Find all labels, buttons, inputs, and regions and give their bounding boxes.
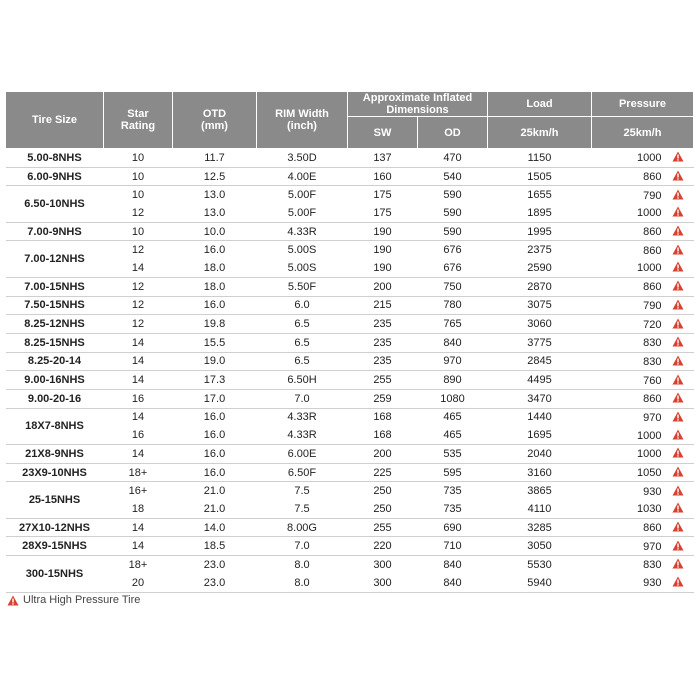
warning-triangle-icon: [672, 299, 684, 310]
tire-spec-table-container: [5, 91, 693, 593]
cell-pressure: [592, 518, 694, 537]
table-row: [6, 408, 694, 426]
cell-tire-size: 7.00-9NHS: [6, 222, 104, 241]
pressure-value: 830: [643, 337, 662, 350]
cell-sw: 168: [348, 426, 418, 444]
cell-otd: 12.5: [173, 167, 257, 186]
cell-load: 2375: [527, 244, 552, 257]
cell-star-rating: 10: [131, 189, 145, 202]
warning-triangle-icon: [672, 280, 684, 291]
cell-load: 4110: [488, 500, 592, 518]
cell-otd: 19.8: [173, 315, 257, 334]
table-row: [6, 333, 694, 352]
cell-od: 465: [443, 411, 462, 424]
cell-otd: 16.0: [203, 411, 226, 424]
cell-star-rating: 14: [104, 371, 173, 390]
pressure-value: 860: [643, 522, 662, 535]
table-row: [6, 167, 694, 186]
cell-tire-size: 300-15NHS: [6, 556, 104, 592]
cell-sw: 235: [348, 352, 418, 371]
cell-star-rating: 12: [104, 204, 173, 222]
cell-load: 1695: [488, 426, 592, 444]
header-otd: OTD (mm): [173, 92, 257, 149]
table-row: [6, 296, 694, 315]
header-approx-dimensions: Approximate Inflated Dimensions: [348, 92, 488, 117]
warning-triangle-icon: [672, 206, 684, 217]
warning-triangle-icon: [672, 392, 684, 403]
cell-star-rating: 10: [104, 167, 173, 186]
cell-pressure: [592, 574, 694, 592]
cell-load: 1995: [488, 222, 592, 241]
cell-od: 780: [418, 296, 488, 315]
table-row: [6, 222, 694, 241]
cell-tire-size: 27X10-12NHS: [6, 518, 104, 537]
pressure-value: 860: [643, 393, 662, 406]
pressure-value: 1000: [637, 152, 662, 165]
cell-otd: 16.0: [173, 426, 257, 444]
pressure-value: 1000: [637, 207, 662, 220]
cell-pressure: [592, 149, 694, 168]
table-body: [6, 149, 694, 593]
cell-sw: 175: [348, 204, 418, 222]
cell-pressure: [592, 371, 694, 390]
cell-star-rating: 14: [104, 259, 173, 277]
cell-sw: 250: [348, 500, 418, 518]
cell-load: 3865: [527, 485, 552, 498]
table-row: [6, 463, 694, 482]
cell-tire-size: 9.00-16NHS: [6, 371, 104, 390]
cell-rim-width: 6.5: [257, 315, 348, 334]
cell-tire-size: 7.50-15NHS: [6, 296, 104, 315]
table-row: [6, 556, 694, 574]
legend-text: Ultra High Pressure Tire: [23, 594, 141, 606]
warning-triangle-icon: [672, 151, 684, 162]
cell-pressure: [592, 333, 694, 352]
cell-tire-size: 7.00-12NHS: [6, 241, 104, 277]
cell-sw: 137: [348, 149, 418, 168]
cell-star-rating: 14: [104, 445, 173, 464]
cell-od: 840: [418, 333, 488, 352]
warning-triangle-icon: [672, 189, 684, 200]
table-row: [6, 241, 694, 259]
table-row: [6, 277, 694, 296]
cell-star-rating: 10: [104, 222, 173, 241]
cell-load: 3285: [488, 518, 592, 537]
cell-otd: 16.0: [203, 244, 226, 257]
cell-star-rating: 18+: [104, 463, 173, 482]
warning-triangle-icon: [672, 225, 684, 236]
cell-tire-size: 23X9-10NHS: [6, 463, 104, 482]
cell-od: 750: [418, 277, 488, 296]
warning-triangle-icon: [672, 355, 684, 366]
table-row: [6, 445, 694, 464]
cell-tire-size: 8.25-15NHS: [6, 333, 104, 352]
cell-load: 1150: [488, 149, 592, 168]
cell-sw: 190: [373, 244, 392, 257]
pressure-value: 1000: [637, 429, 662, 442]
warning-triangle-icon: [672, 558, 684, 569]
cell-sw: 168: [373, 411, 392, 424]
warning-triangle-icon: [672, 521, 684, 532]
warning-triangle-icon: [672, 244, 684, 255]
pressure-value: 970: [643, 411, 662, 424]
cell-load: 2590: [488, 259, 592, 277]
pressure-value: 860: [643, 281, 662, 294]
cell-rim-width: 5.00S: [287, 244, 317, 257]
cell-pressure: [592, 463, 694, 482]
cell-pressure: [592, 426, 694, 444]
cell-rim-width: 7.5: [294, 485, 310, 498]
table-row: [6, 537, 694, 556]
cell-otd: 18.5: [173, 537, 257, 556]
cell-pressure: [592, 259, 694, 277]
cell-star-rating: 16: [104, 426, 173, 444]
cell-pressure: [592, 241, 694, 259]
cell-otd: 23.0: [173, 574, 257, 592]
cell-sw: 190: [348, 222, 418, 241]
cell-star-rating: 14: [104, 352, 173, 371]
cell-star-rating: 14: [104, 518, 173, 537]
pressure-value: 830: [643, 355, 662, 368]
pressure-value: 790: [643, 189, 662, 202]
cell-star-rating: 12: [104, 277, 173, 296]
cell-tire-size: 6.00-9NHS: [6, 167, 104, 186]
cell-sw: 255: [348, 371, 418, 390]
cell-tire-size: 25-15NHS: [6, 482, 104, 518]
cell-otd: 21.0: [173, 500, 257, 518]
cell-star-rating: 14: [104, 537, 173, 556]
table-row: [6, 500, 694, 518]
cell-rim-width: 6.50H: [257, 371, 348, 390]
cell-od: 710: [418, 537, 488, 556]
header-pressure-speed: 25km/h: [592, 117, 694, 149]
cell-load: 5940: [488, 574, 592, 592]
cell-pressure: [592, 204, 694, 222]
tire-spec-table: [5, 91, 694, 593]
cell-load: 4495: [488, 371, 592, 390]
warning-triangle-icon: [672, 336, 684, 347]
cell-pressure: [592, 389, 694, 408]
cell-star-rating: 16: [104, 389, 173, 408]
cell-load: 1655: [527, 189, 552, 202]
cell-od: 735: [418, 500, 488, 518]
cell-rim-width: 8.0: [294, 558, 310, 571]
table-row: [6, 482, 694, 500]
cell-load: 1895: [488, 204, 592, 222]
cell-rim-width: 8.00G: [257, 518, 348, 537]
cell-otd: 16.0: [173, 463, 257, 482]
header-tire-size: Tire Size: [6, 92, 104, 149]
cell-od: 470: [418, 149, 488, 168]
legend: [7, 594, 140, 606]
cell-od: 676: [443, 244, 462, 257]
warning-triangle-icon: [672, 485, 684, 496]
pressure-value: 830: [643, 559, 662, 572]
cell-od: 465: [418, 426, 488, 444]
cell-tire-size: 7.00-15NHS: [6, 277, 104, 296]
cell-tire-size: 18X7-8NHS: [6, 408, 104, 444]
warning-triangle-icon: [672, 540, 684, 551]
warning-triangle-icon: [672, 411, 684, 422]
cell-pressure: [592, 277, 694, 296]
cell-rim-width: 6.50F: [257, 463, 348, 482]
cell-rim-width: 5.00S: [257, 259, 348, 277]
cell-load: 3060: [488, 315, 592, 334]
cell-rim-width: 6.00E: [257, 445, 348, 464]
cell-tire-size: 5.00-8NHS: [6, 149, 104, 168]
table-row: [6, 574, 694, 592]
cell-rim-width: 7.5: [257, 500, 348, 518]
cell-rim-width: 3.50D: [257, 149, 348, 168]
cell-od: 590: [418, 222, 488, 241]
cell-od: 765: [418, 315, 488, 334]
cell-rim-width: 7.0: [257, 537, 348, 556]
cell-rim-width: 5.50F: [257, 277, 348, 296]
warning-triangle-icon: [672, 576, 684, 587]
header-od: OD: [418, 117, 488, 149]
cell-tire-size: 8.25-20-14: [6, 352, 104, 371]
cell-od: 1080: [418, 389, 488, 408]
header-sw: SW: [348, 117, 418, 149]
cell-otd: 13.0: [173, 204, 257, 222]
pressure-value: 930: [643, 577, 662, 590]
cell-star-rating: 10: [104, 149, 173, 168]
cell-rim-width: 5.00F: [257, 204, 348, 222]
header-rim-width: RIM Width (inch): [257, 92, 348, 149]
cell-pressure: [592, 537, 694, 556]
pressure-value: 1050: [637, 467, 662, 480]
cell-sw: 300: [373, 558, 392, 571]
warning-triangle-icon: [672, 502, 684, 513]
cell-pressure: [592, 296, 694, 315]
cell-tire-size: 8.25-12NHS: [6, 315, 104, 334]
cell-load: 3160: [488, 463, 592, 482]
warning-triangle-icon: [672, 447, 684, 458]
header-load: Load: [488, 92, 592, 117]
cell-otd: 18.0: [173, 277, 257, 296]
cell-load: 2040: [488, 445, 592, 464]
cell-pressure: [592, 556, 694, 574]
warning-triangle-icon: [672, 466, 684, 477]
cell-star-rating: 12: [131, 244, 145, 257]
cell-tire-size: 9.00-20-16: [6, 389, 104, 408]
cell-load: 3775: [488, 333, 592, 352]
cell-od: 890: [418, 371, 488, 390]
cell-rim-width: 8.0: [257, 574, 348, 592]
cell-sw: 259: [348, 389, 418, 408]
cell-otd: 18.0: [173, 259, 257, 277]
cell-pressure: [592, 445, 694, 464]
cell-star-rating: 12: [104, 315, 173, 334]
cell-otd: 15.5: [173, 333, 257, 352]
header-star-rating: Star Rating: [104, 92, 173, 149]
cell-rim-width: 4.33R: [257, 426, 348, 444]
table-row: [6, 518, 694, 537]
cell-od: 595: [418, 463, 488, 482]
cell-rim-width: 4.33R: [257, 222, 348, 241]
cell-od: 676: [418, 259, 488, 277]
pressure-value: 930: [643, 485, 662, 498]
cell-od: 840: [418, 574, 488, 592]
cell-sw: 255: [348, 518, 418, 537]
cell-sw: 300: [348, 574, 418, 592]
table-row: [6, 149, 694, 168]
cell-star-rating: 20: [104, 574, 173, 592]
warning-triangle-icon: [672, 374, 684, 385]
cell-pressure: [592, 222, 694, 241]
warning-triangle-icon: [672, 261, 684, 272]
cell-pressure: [592, 315, 694, 334]
cell-rim-width: 4.00E: [257, 167, 348, 186]
warning-triangle-icon: [672, 170, 684, 181]
cell-star-rating: 12: [104, 296, 173, 315]
cell-sw: 200: [348, 445, 418, 464]
cell-sw: 235: [348, 333, 418, 352]
cell-pressure: [592, 167, 694, 186]
cell-od: 690: [418, 518, 488, 537]
table-row: [6, 186, 694, 204]
pressure-value: 860: [643, 171, 662, 184]
header-pressure: Pressure: [592, 92, 694, 117]
table-row: [6, 204, 694, 222]
cell-od: 590: [443, 189, 462, 202]
pressure-value: 790: [643, 299, 662, 312]
pressure-value: 1000: [637, 262, 662, 275]
cell-sw: 220: [348, 537, 418, 556]
cell-sw: 215: [348, 296, 418, 315]
table-row: [6, 371, 694, 390]
cell-sw: 225: [348, 463, 418, 482]
table-row: [6, 315, 694, 334]
table-row: [6, 389, 694, 408]
cell-otd: 14.0: [173, 518, 257, 537]
cell-od: 540: [418, 167, 488, 186]
pressure-value: 970: [643, 540, 662, 553]
table-row: [6, 352, 694, 371]
cell-otd: 17.3: [173, 371, 257, 390]
warning-triangle-icon: [672, 429, 684, 440]
cell-pressure: [592, 186, 694, 204]
cell-sw: 235: [348, 315, 418, 334]
pressure-value: 760: [643, 374, 662, 387]
cell-rim-width: 5.00F: [287, 189, 317, 202]
cell-load: 2845: [488, 352, 592, 371]
pressure-value: 720: [643, 318, 662, 331]
cell-load: 1440: [527, 411, 552, 424]
header-load-speed: 25km/h: [488, 117, 592, 149]
cell-star-rating: 14: [104, 333, 173, 352]
cell-star-rating: 18+: [128, 558, 148, 571]
cell-rim-width: 6.0: [257, 296, 348, 315]
cell-rim-width: 4.33R: [287, 411, 317, 424]
cell-otd: 21.0: [203, 485, 226, 498]
cell-sw: 250: [373, 485, 392, 498]
cell-otd: 17.0: [173, 389, 257, 408]
cell-otd: 11.7: [173, 149, 257, 168]
cell-rim-width: 6.5: [257, 352, 348, 371]
pressure-value: 860: [643, 244, 662, 257]
warning-triangle-icon: [672, 318, 684, 329]
cell-otd: 16.0: [173, 445, 257, 464]
cell-sw: 160: [348, 167, 418, 186]
cell-load: 1505: [488, 167, 592, 186]
cell-sw: 190: [348, 259, 418, 277]
table-row: [6, 259, 694, 277]
cell-od: 735: [443, 485, 462, 498]
cell-od: 840: [443, 558, 462, 571]
cell-load: 3470: [488, 389, 592, 408]
cell-tire-size: 28X9-15NHS: [6, 537, 104, 556]
cell-sw: 175: [373, 189, 392, 202]
cell-load: 5530: [527, 558, 552, 571]
pressure-value: 860: [643, 226, 662, 239]
pressure-value: 1030: [637, 503, 662, 516]
cell-otd: 10.0: [173, 222, 257, 241]
cell-load: 3075: [488, 296, 592, 315]
cell-load: 2870: [488, 277, 592, 296]
cell-od: 535: [418, 445, 488, 464]
cell-pressure: [592, 500, 694, 518]
cell-rim-width: 6.5: [257, 333, 348, 352]
cell-tire-size: 21X8-9NHS: [6, 445, 104, 464]
cell-star-rating: 16+: [128, 485, 148, 498]
cell-sw: 200: [348, 277, 418, 296]
cell-star-rating: 14: [131, 411, 145, 424]
cell-pressure: [592, 408, 694, 426]
cell-otd: 23.0: [203, 558, 226, 571]
cell-star-rating: 18: [104, 500, 173, 518]
table-row: [6, 426, 694, 444]
cell-pressure: [592, 482, 694, 500]
cell-od: 590: [418, 204, 488, 222]
cell-otd: 19.0: [173, 352, 257, 371]
cell-load: 3050: [488, 537, 592, 556]
pressure-value: 1000: [637, 448, 662, 461]
cell-otd: 13.0: [203, 189, 226, 202]
cell-otd: 16.0: [173, 296, 257, 315]
cell-tire-size: 6.50-10NHS: [6, 186, 104, 222]
warning-triangle-icon: [7, 595, 19, 606]
cell-od: 970: [418, 352, 488, 371]
cell-pressure: [592, 352, 694, 371]
cell-rim-width: 7.0: [257, 389, 348, 408]
